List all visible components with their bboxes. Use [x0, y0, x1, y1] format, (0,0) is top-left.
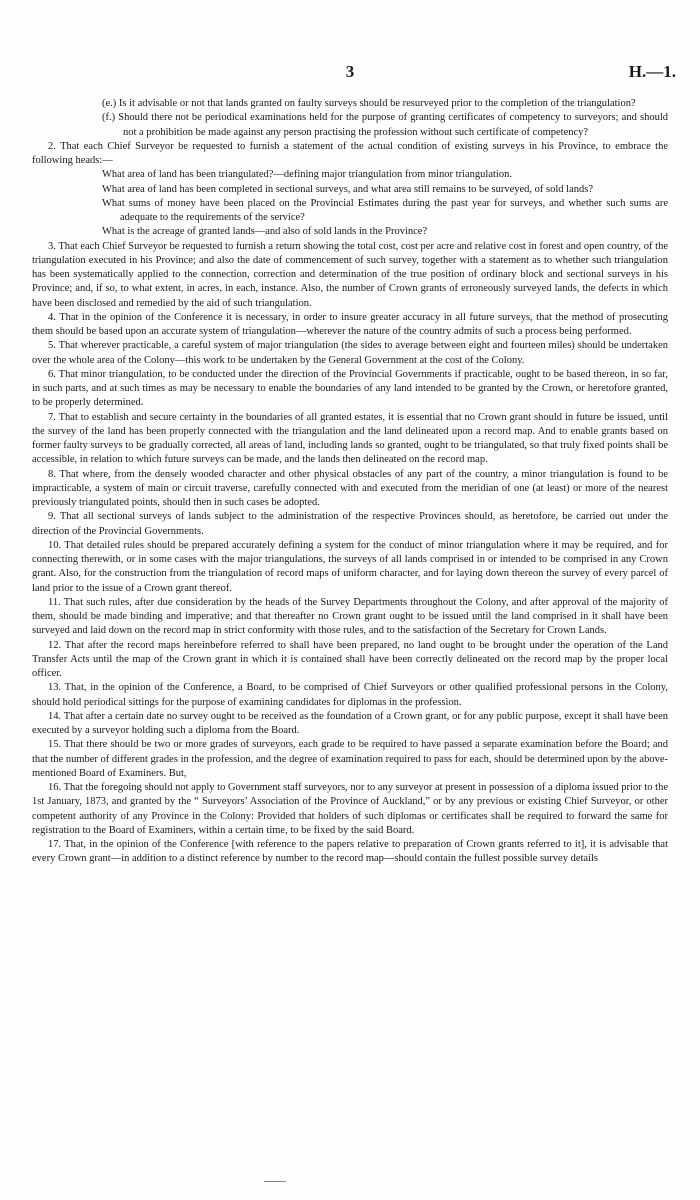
paragraph-15: 15. That there should be two or more grades of surveyors, each grade to be required to have passed a separate examination before the Board; and that the number of different grades in the profession, and the degree of examination required to pass for each, should be determined upon by the above-mentioned Board of Examiners. But,: [32, 739, 668, 779]
head-item: What sums of money have been placed on the Provincial Estimates during the past year for surveys, and whether such sums are adequate to the requirements of the service?: [102, 197, 668, 223]
footer-rule: [264, 1181, 286, 1182]
paragraph-14: 14. That after a certain date no survey ought to be received as the foundation of a Crown grant, or for any public purpose, except it shall have been executed by a surveyor holding such a diploma from the Board.: [32, 710, 668, 736]
head-item: What area of land has been triangulated?—defining major triangulation from minor triangulation.: [102, 169, 512, 181]
paragraph-6: 6. That minor triangulation, to be conducted under the direction of the Provincial Governments if practicable, ought to be based thereon, in so far, in such parts, and at such times as may be necessary to enable the boundaries of any land intended to be granted by the Crown, or heretofore granted, to be properly determined.: [32, 368, 668, 409]
paragraph-8: 8. That where, from the densely wooded character and other physical obstacles of any part of the country, a minor triangulation is found to be impracticable, a system of main or circuit traverse, carefully connected with and executed from the meridian of one (at least) or more of the nearest previously triangulated points, should then in such cases be adopted.: [32, 468, 668, 508]
paragraph-4: 4. That in the opinion of the Conference it is necessary, in order to insure greater accuracy in all future surveys, that the method of prosecuting them should be based upon an accurate system of triangulation—wherever the nature of the country admits of such a process being performed.: [32, 311, 668, 337]
paragraph-16: 16. That the foregoing should not apply to Government staff surveyors, nor to any surveyor at present in possession of a diploma issued prior to the 1st January, 1873, and granted by the “ Surveyors’ Association of the Province of Auckland,” or by any previous or existing Chief Surveyor, or other competent authority of any Province in the Colony: Provided that holders of such diplomas or certificates shall be required to forward the same for registration to the Board of Examiners, within a certain time, to be fixed by the said Board.: [32, 782, 668, 836]
sub-item-e: (e.) Is it advisable or not that lands granted on faulty surveys should be resurveyed prior to the completion of the triangulation?: [102, 98, 636, 109]
paragraph-17: 17. That, in the opinion of the Conference [with reference to the papers relative to preparation of Crown grants referred to it], it is advisable that every Crown grant—in addition to a distinct reference by number to the record map—should contain the fullest possible survey details: [32, 839, 668, 865]
paragraph-13: 13. That, in the opinion of the Conference, a Board, to be comprised of Chief Surveyors or other qualified professional persons in the Colony, should hold periodical sittings for the purpose of examining candidates for diplomas in the profession.: [32, 682, 668, 708]
head-item: What is the acreage of granted lands—and also of sold lands in the Province?: [102, 226, 428, 238]
document-reference: H.—1.: [628, 62, 676, 81]
paragraph-2: 2. That each Chief Surveyor be requested to furnish a statement of the actual condition of existing surveys in his Province, to embrace the following heads:—: [32, 140, 668, 166]
paragraph-7: 7. That to establish and secure certainty in the boundaries of all granted estates, it is essential that no Crown grant should in future be issued, until the survey of the land has been properly connected with the triangulation and the land delineated upon a record map. And to enable grants based on former faulty surveys to be gradually corrected, all areas of land, including lands so granted, ought to be triangulated, so that truly fixed points shall be accessible, in relation to which future surveys can be made, and the lands then delineated on the record map.: [32, 411, 668, 466]
paragraph-9: 9. That all sectional surveys of lands subject to the administration of the respective Provinces should, as heretofore, be carried out under the direction of the Provincial Governments.: [32, 511, 668, 537]
paragraph-11: 11. That such rules, after due consideration by the heads of the Survey Departments throughout the Colony, and after approval of the majority of them, should be made binding and imperative; and that thereafter no Crown grant ought to be issued until the land comprised in it shall have been surveyed and laid down on the record map in strict conformity with those rules, and to the satisfaction of the Secretary for Crown Lands.: [32, 596, 668, 637]
paragraph-5: 5. That wherever practicable, a careful system of major triangulation (the sides to average between eight and fourteen miles) should be undertaken over the whole area of the Colony—this work to be undertaken by the General Government at the cost of the Colony.: [32, 340, 668, 366]
sub-item-f: (f.) Should there not be periodical examinations held for the purpose of granting certificates of competency to surveyors; and should not a prohibition be made against any person practising the profession without such certificate of competency?: [102, 112, 668, 138]
head-item: What area of land has been completed in sectional surveys, and what area still remains to be surveyed, of sold lands?: [102, 183, 594, 195]
paragraph-3: 3. That each Chief Surveyor be requested to furnish a return showing the total cost, cost per acre and relative cost in forest and open country, of the triangulation executed in his Province; and also the date of commencement of such survey, together with a statement as to whether such triangulation has been systematically applied to the connection, correction and determination of the true position of ordinary block and sectional surveys in his Province; and, if so, to what extent, in acres, in each, instance. Also, the number of Crown grants of erroneously surveyed lands, the defects in which have been disclosed and remedied by the aid of such triangulation.: [32, 240, 668, 309]
paragraph-10: 10. That detailed rules should be prepared accurately defining a system for the conduct of minor triangulation where it may be required, and for connecting therewith, or in some cases with the major triangulations, the surveys of all lands comprised in or intended to be comprised in any Crown grant. Also, for the construction from the triangulation of record maps of uniform character, and for laying down thereon the survey of every parcel of land prior to the issue of a Crown grant thereof.: [32, 539, 668, 594]
page-number: 3: [345, 62, 355, 81]
page-body: [32, 97, 668, 867]
paragraph-12: 12. That after the record maps hereinbefore referred to shall have been prepared, no land ought to be brought under the operation of the Land Transfer Acts until the map of the Crown grant in which it is contained shall have been correctly delineated on the record map by the proper local officer.: [32, 639, 668, 679]
